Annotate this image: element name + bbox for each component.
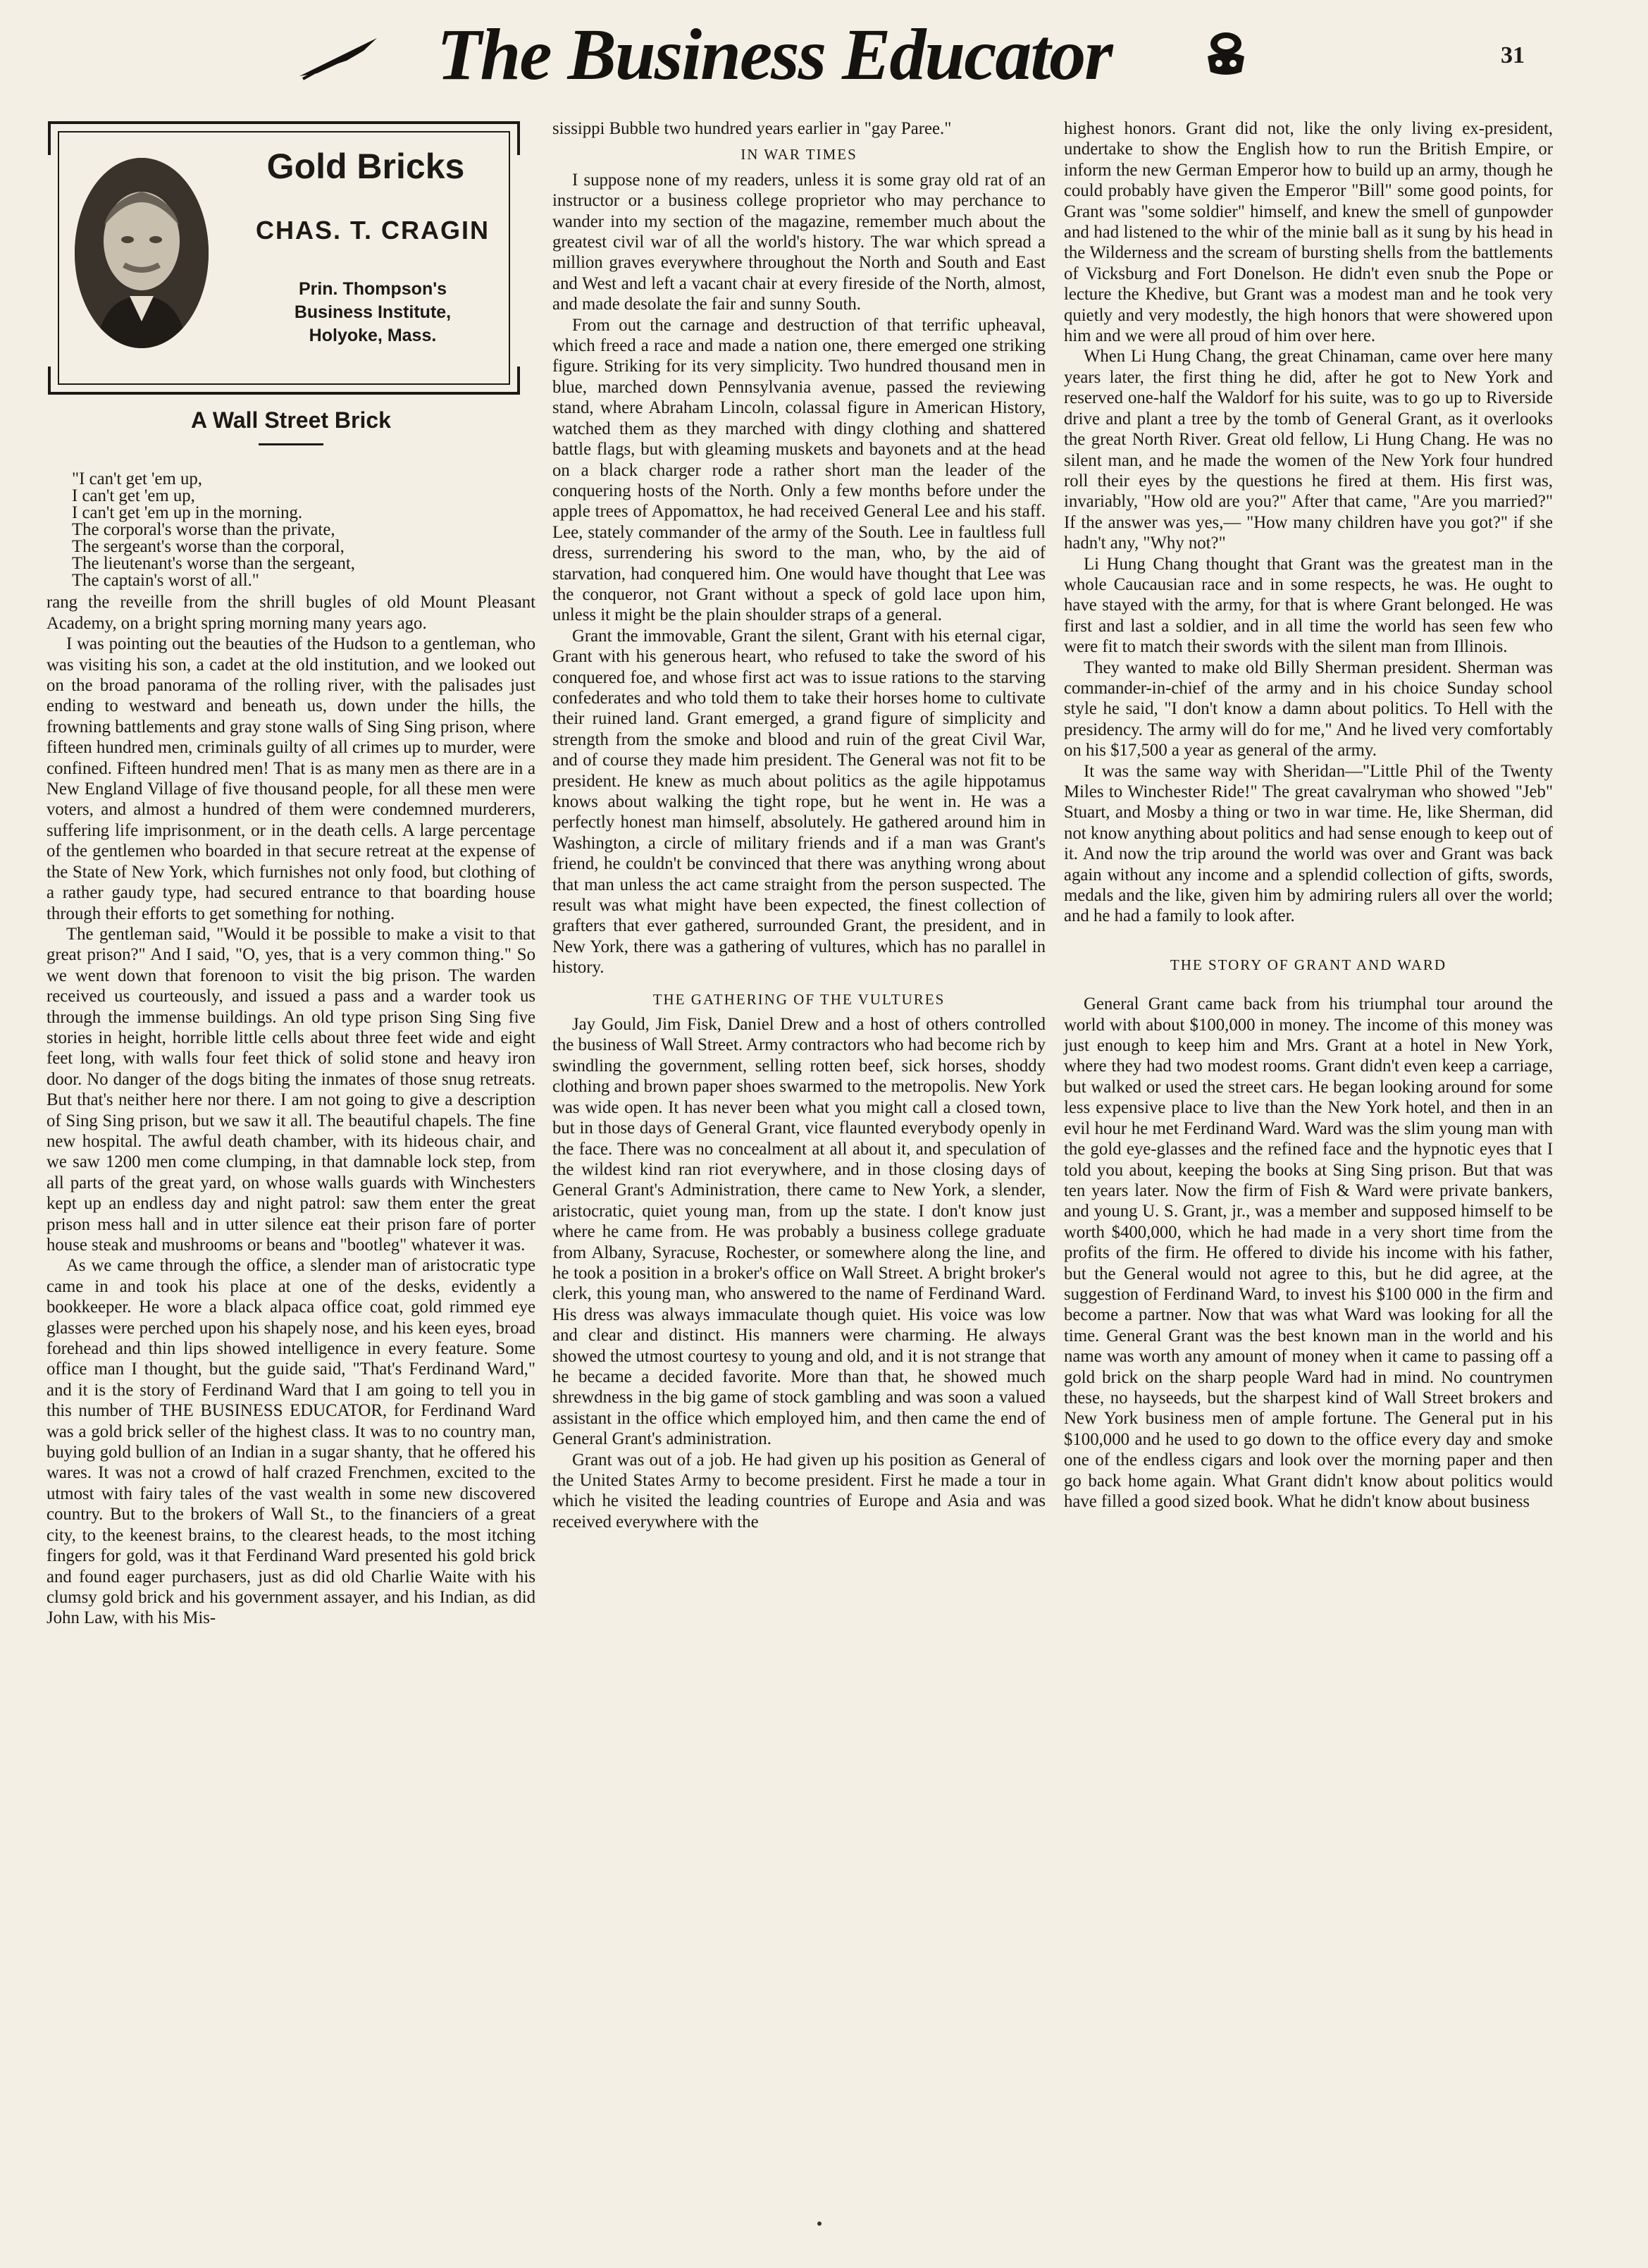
title-rule <box>259 443 323 445</box>
institution-line: Holyoke, Mass. <box>309 326 437 345</box>
paragraph: It was the same way with Sheridan—"Little Phil of the Twenty Miles to Winchester Ride!" The great cavalryman who showed "Jeb" Stuart, and Mosby a thing or two in war time. He, like Sherman, did not know anything about politics and had sense enough to keep out of it. And now the trip around the world was over and Grant was back again without any income and a splendid collection of gifts, swords, medals and the like, given him by admiring rulers all over the world; and he had a family to look after. <box>1064 761 1553 926</box>
page-mark <box>817 2221 822 2226</box>
verse-line: I can't get 'em up, <box>72 486 195 506</box>
verse-line: "I can't get 'em up, <box>72 469 202 489</box>
quill-icon <box>296 32 380 82</box>
section-heading: THE STORY OF GRANT AND WARD <box>1170 956 1447 973</box>
masthead <box>0 0 1648 113</box>
paragraph: sissippi Bubble two hundred years earlier in "gay Paree." <box>552 119 952 138</box>
paragraph: Grant was out of a job. He had given up his position as General of the United States Army to become president. First he made a tour in which he visited the leading countries of Europe and Asia and was received everywhere with the <box>552 1450 1046 1531</box>
paragraph: The gentleman said, "Would it be possible to make a visit to that great prison?" And I said, "O, yes, that is a very common thing." So we went down that forenoon to visit the big prison. The warden received us courteously, and issued a pass and a warder took us through the immense buildings. An old type prison Sing Sing five stories in height, horrible little cells about three feet wide and eight feet long, with walls four feet thick of solid stone and heavy iron door. No danger of the dogs biting the inmates of those snug retreats. But that's neither here nor there. I am not going to give a description of Sing Sing prison, but we saw it all. The beautiful chapels. The fine new hospital. The awful death chamber, with its hideous chair, and we saw 1200 men come clumping, in that damnable lock step, from all parts of the great yard, on whose walls guards with Winchesters kept up an endless day and night patrol: saw them enter the great prison mess hall and in utter silence eat their prison fare of porter house steak and mushrooms or beans and "bootleg" whatever it was. <box>47 924 535 1255</box>
emblem-icon <box>1198 28 1254 78</box>
paragraph: Li Hung Chang thought that Grant was the greatest man in the whole Caucausian race and in some respects, he was. He ought to have stayed with the army, for that is where Grant belonged. He was first and last a soldier, and in all time the world has seen few who were fit to match their swords with the silent man from Illinois. <box>1064 554 1553 657</box>
section-heading: THE GATHERING OF THE VULTURES <box>652 990 946 1008</box>
verse-line: The lieutenant's worse than the sergeant, <box>72 554 356 574</box>
page-number: 31 <box>1501 42 1525 68</box>
verse-line: I can't get 'em up in the morning. <box>72 503 303 523</box>
section-heading: IN WAR TIMES <box>741 146 857 164</box>
column-header-box <box>48 121 520 395</box>
column-title: Gold Bricks <box>266 147 465 186</box>
paragraph: As we came through the office, a slender man of aristocratic type came in and took his place at one of the desks, evidently a bookkeeper. He wore a black alpaca office coat, gold rimmed eye glasses were perched upon his shapely nose, and his keen eyes, broad forehead and thin lips showed intelligence in every feature. Some office man I thought, but the guide said, "That's Ferdinand Ward," and it is the story of Ferdinand Ward that I am going to tell you in this number of THE BUSINESS EDUCATOR, for Ferdinand Ward was a gold brick seller of the highest class. It was to no country man, buying gold bullion of an Indian in a sugar shanty, that he offered his wares. It was not a crowd of half crazed Frenchmen, excited to the utmost with fairy tales of the vast wealth in some new discovered country. But to the brokers of Wall St., to the financiers of a great city, to the keenest brains, to the clearest heads, to the most itching fingers for gold, was it that Ferdinand Ward presented his gold brick and found eager purchasers, just as did old Charlie Waite with his clumsy gold brick and his government assayer, and his Indian, as did John Law, with his Mis- <box>47 1256 535 1628</box>
author-institution <box>235 278 510 347</box>
paragraph: They wanted to make old Billy Sherman president. Sherman was commander-in-chief of the army and in his choice Sunday school style he said, "I don't know a damn about politics. To Hell with the presidency. The army will do for me," And he lived very comfortably on his $17,500 a year as general of the army. <box>1064 658 1553 760</box>
column-3 <box>1064 118 1553 1512</box>
institution-line: Business Institute, <box>294 302 452 322</box>
article-title: A Wall Street Brick <box>191 407 391 433</box>
paragraph: From out the carnage and destruction of that terrific upheaval, which freed a race and made a nation one, there emerged one striking figure. Striking for its very simplicity. Two hundred thousand men in blue, marched down Pennsylvania avenue, passed the reviewing stand, where Abraham Lincoln, colassal figure in American History, watched them as they marched with dingy clothing and shattered battle flags, but with gleaming muskets and bayonets and at the head on a black charger rode a rather short man the leader of the conquering hosts of the North. Only a few months before under the apple trees of Appomattox, he had received General Lee and his staff. Lee, stately commander of the army of the South. Lee in faultless full dress, surrendering his sword to the man, who, by the aid of starvation, had conquered him. One would have thought that Lee was the conqueror, not Grant without a speck of gold lace upon him, unless it might be the plain shoulder straps of a general. <box>552 315 1046 625</box>
paragraph: Jay Gould, Jim Fisk, Daniel Drew and a host of others controlled the business of Wall Street. Army contractors who had become rich by swindling the government, selling rotten beef, sick horses, shoddy clothing and brown paper shoes swarmed to the metropolis. New York was wide open. It has never been what you might call a closed town, but in those days of General Grant, vice flaunted everybody openly in the face. There was no concealment at all about it, and speculation of the wildest kind ran riot everywhere, and in those closing days of General Grant's Administration, there came to New York, a slender, aristocratic, quiet young man, from up the state. I don't know just where he came from. He was probably a business college graduate from Albany, Syracuse, Rochester, or somewhere along the line, and he took a position in a broker's office on Wall Street. A bright broker's clerk, this young man, who answered to the name of Ferdinand Ward. His dress was always immaculate though quiet. His voice was low and clear and distinct. His manners were charming. He always showed the utmost courtesy to young and old, and it is not strange that he became a decided favorite. More than that, he showed much shrewdness in the big game of stock gambling and was soon a valued assistant in the office which employed him, and then came the end of General Grant's administration. <box>552 1015 1046 1449</box>
column-2 <box>552 118 1046 1532</box>
verse-line: The captain's worst of all." <box>72 571 259 591</box>
masthead-title: The Business Educator <box>437 14 1112 95</box>
paragraph: Grant the immovable, Grant the silent, Grant with his eternal cigar, Grant with his generous heart, who refused to take the sword of his conquered foe, and whose first act was to issue rations to the starving confederates and who told them to take their horses home to cultivate their ruined land. Grant emerged, a grand figure of simplicity and strength from the smoke and blood and ruin of the great Civil War, and of course they made him president. The General was not fit to be president. He knew as much about politics as the agile hippotamus knows about walking the tight rope, but he went in. He was a perfectly honest man himself, absolutely. He gathered around him in Washington, a circle of military friends and if a man was Grant's friend, he couldn't be convinced that there was anything wrong about that man unless the act came straight from the person suspected. The result was what might have been expected, the finest collection of grafters that ever gathered, surrounded Grant, the president, and in New York, there was a gathering of vultures, which has no parallel in history. <box>552 626 1046 978</box>
paragraph: General Grant came back from his triumphal tour around the world with about $100,000 in money. The income of this money was just enough to keep him and Mrs. Grant at a hotel in New York, where they had two modest rooms. Grant didn't even keep a carriage, but walked or used the street cars. He began looking around for some less expensive place to live than the New York hotel, and then in an evil hour he met Ferdinand Ward. Ward was the slim young man with the gold eye-glasses and the refined face and the hypnotic eyes that I told you about, keeping the books at Sing Sing prison. But that was ten years later. Now the firm of Fish & Ward were private bankers, and young U. S. Grant, jr., was a member and supposed himself to be worth $400,000, which he had made in a very short time from the profits of the firm. He offered to divide his income with his father, but the General would not agree to this, but he did agree, at the suggestion of Ferdinand Ward, to invest his $100 000 in the firm and become a partner. Now that was what Ward was looking for all the time. General Grant was the best known man in the world and his name was worth any amount of money when it came to passing off a gold brick on the sharp people Ward had in mind. No countrymen these, no hayseeds, but the sharpest kind of Wall Street brokers and New York business men of ample fortune. The General put in his $100,000 and he used to go down to the office every day and smoke one of the endless cigars and look over the morning paper and then go back home again. What Grant didn't know about politics would have filled a good sized book. What he didn't know about business <box>1064 994 1553 1511</box>
paragraph: I suppose none of my readers, unless it is some gray old rat of an instructor or a business college proprietor who may perchance to wander into my section of the magazine, remember much about the greatest civil war of all the world's history. The war which spread a million graves everywhere throughout the North and South and East and West and left a vacant chair at every fireside of the North, almost, and made desolate the fair and sunny South. <box>552 170 1046 314</box>
verse-line: The corporal's worse than the private, <box>72 520 335 540</box>
paragraph: rang the reveille from the shrill bugles of old Mount Pleasant Academy, on a bright spring morning many years ago. <box>47 593 535 633</box>
author-name: CHAS. T. CRAGIN <box>255 216 490 245</box>
column-1 <box>47 121 535 1629</box>
verse-line: The sergeant's worse than the corporal, <box>72 537 345 557</box>
paragraph: highest honors. Grant did not, like the only living ex-president, undertake to show the English how to run the British Empire, or inform the new German Emperor how to build up an army, though he could probably have given the Emperor "Bill" some good points, for Grant was "some soldier" himself, and knew the smell of gunpowder and had listened to the whir of the minie ball as it sung by his head in the Wilderness and the scream of bursting shells from the battlements of Vicksburg and Fort Donelson. He didn't even snub the Pope or lecture the Khedive, but Grant was a modest man and he took very quietly and very modestly, the high honors that were showered upon him and we were all proud of him over here. <box>1064 119 1553 346</box>
institution-line: Prin. Thompson's <box>298 279 447 299</box>
opening-verse <box>47 471 535 589</box>
paragraph: I was pointing out the beauties of the Hudson to a gentleman, who was visiting his son, a cadet at the old institution, and we looked out on the broad panorama of the rolling river, with the palisades just ending to westward and beneath us, down under the hills, the frowning battlements and gray stone walls of Sing Sing prison, where fifteen hundred men, criminals guilty of all crimes up to murder, were confined. Fifteen hundred men! That is as many men as there are in a New England Village of five thousand people, for all these men were voters, and almost a hundred of them were condemned murderers, suffering life imprisonment, or in the death cells. A large percentage of the gentlemen who boarded in that secure retreat at the expense of the State of New York, which furnishes not only food, but clothing of a rather gaudy type, had secured entrance to that boarding house through their efforts to get something for nothing. <box>47 634 535 923</box>
author-portrait <box>75 158 209 348</box>
paragraph: When Li Hung Chang, the great Chinaman, came over here many years later, the first thing he did, after he got to New York and reserved one-half the Waldorf for his suite, was to go up to Riverside drive and plant a tree by the tomb of General Grant, as it overlooks the great North River. Great old fellow, Li Hung Chang. He was no silent man, and he made the women of the New York four hundred roll their eyes by the questions he fired at them. His first was, invariably, "How old are you?" After that came, "Are you married?" If the answer was yes,— "How many children have you got?" if she hadn't any, "Why not?" <box>1064 347 1553 553</box>
